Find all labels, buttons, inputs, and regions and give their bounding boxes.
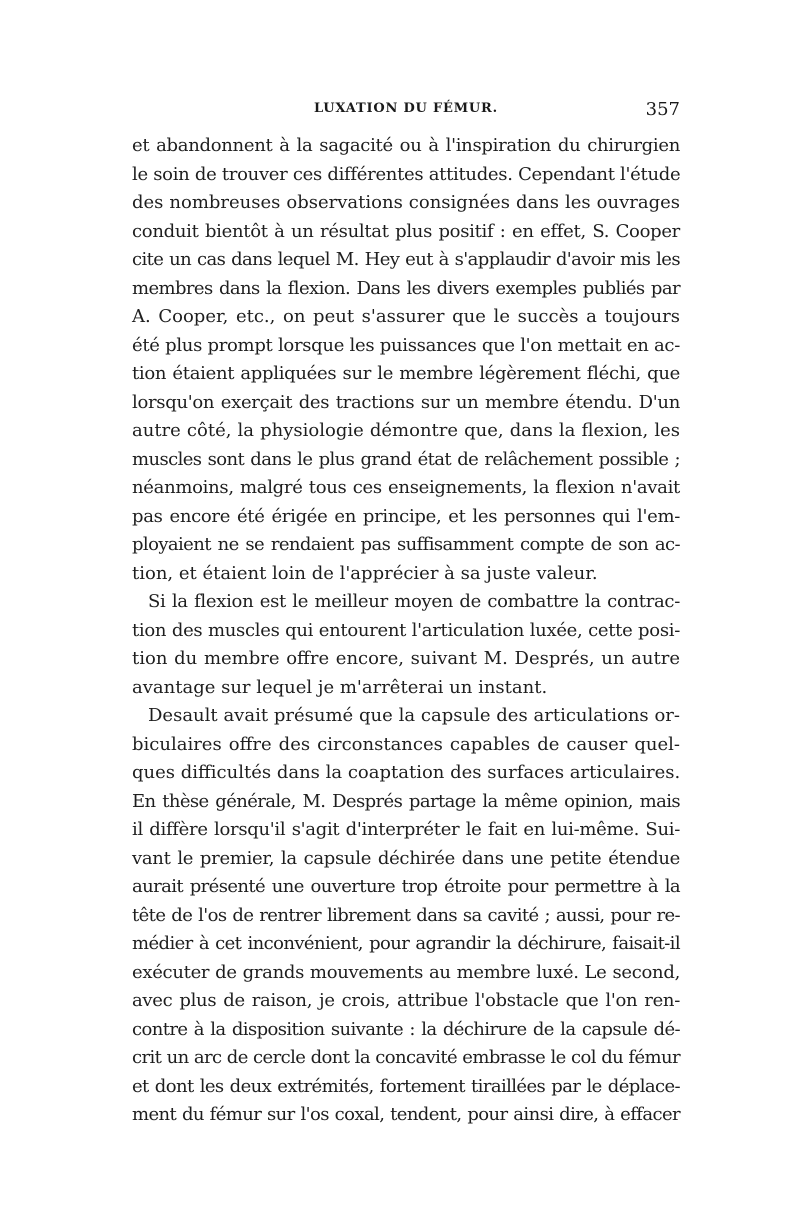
text-line: tête de l'os de rentrer librement dans sa cavité ; aussi, pour re- — [132, 904, 680, 926]
text-line: ment du fémur sur l'os coxal, tendent, pour ainsi dire, à effacer — [132, 1104, 680, 1125]
paragraph-first-line: Desault avait présumé que la capsule des articulations or- — [148, 705, 680, 726]
paragraph-first-line: Si la flexion est le meilleur moyen de combattre la contrac- — [148, 591, 680, 612]
text-line: vant le premier, la capsule déchirée dans une petite étendue — [132, 847, 680, 869]
text-line: des nombreuses observations consignées dans les ouvrages — [132, 192, 680, 213]
text-line: néanmoins, malgré tous ces enseignements, la flexion n'avait — [132, 477, 680, 498]
text-line: médier à cet inconvénient, pour agrandir la déchirure, faisait-il — [132, 933, 680, 954]
text-line: et dont les deux extrémités, fortement tiraillées par le déplace- — [132, 1075, 680, 1097]
text-line: ques difficultés dans la coaptation des surfaces articulaires. — [132, 762, 681, 783]
text-line: membres dans la flexion. Dans les divers exemples publiés par — [132, 277, 680, 299]
text-line: ployaient ne se rendaient pas suffisamment compte de son ac- — [132, 534, 680, 555]
text-line: été plus prompt lorsque les puissances que l'on mettait en ac- — [132, 334, 680, 356]
text-line: lorsqu'on exerçait des tractions sur un membre étendu. D'un — [132, 391, 680, 413]
text-line: exécuter de grands mouvements au membre luxé. Le second, — [132, 961, 680, 983]
text-line: biculaires offre des circonstances capables de causer quel- — [132, 733, 680, 755]
running-head — [132, 101, 680, 121]
text-line: avec plus de raison, je crois, attribue l'obstacle que l'on ren- — [132, 990, 680, 1011]
text-line: pas encore été érigée en principe, et les personnes qui l'em- — [132, 505, 680, 527]
text-line: aurait présenté une ouverture trop étroite pour permettre à la — [132, 876, 680, 897]
paragraph-last-line: tion, et étaient loin de l'apprécier à sa juste valeur. — [132, 562, 598, 584]
paragraph-last-line: avantage sur lequel je m'arrêterai un instant. — [132, 676, 548, 698]
text-line: tion des muscles qui entourent l'articulation luxée, cette posi- — [132, 619, 680, 641]
text-line: muscles sont dans le plus grand état de relâchement possible ; — [132, 448, 680, 470]
text-line: A. Cooper, etc., on peut s'assurer que le succès a toujours — [132, 306, 680, 327]
body-text — [132, 132, 680, 1130]
running-title: LUXATION DU FÉMUR. — [314, 101, 498, 116]
text-line: tion du membre offre encore, suivant M. Després, un autre — [132, 648, 680, 669]
text-line: cite un cas dans lequel M. Hey eut à s'applaudir d'avoir mis les — [132, 249, 680, 270]
text-line: autre côté, la physiologie démontre que, dans la flexion, les — [132, 420, 680, 441]
text-line: et abandonnent à la sagacité ou à l'inspiration du chirurgien — [132, 135, 680, 156]
text-line: crit un arc de cercle dont la concavité embrasse le col du fémur — [132, 1047, 680, 1068]
text-line: contre à la disposition suivante : la déchirure de la capsule dé- — [132, 1018, 680, 1040]
text-line: le soin de trouver ces différentes attitudes. Cependant l'étude — [132, 163, 681, 185]
text-line: conduit bientôt à un résultat plus positif : en effet, S. Cooper — [132, 220, 680, 242]
text-line: il diffère lorsqu'il s'agit d'interpréter le fait en lui-même. Sui- — [132, 819, 680, 840]
text-line: En thèse générale, M. Després partage la même opinion, mais — [132, 790, 680, 812]
text-line: tion étaient appliquées sur le membre légèrement fléchi, que — [132, 363, 680, 384]
page-number: 357 — [645, 99, 680, 120]
